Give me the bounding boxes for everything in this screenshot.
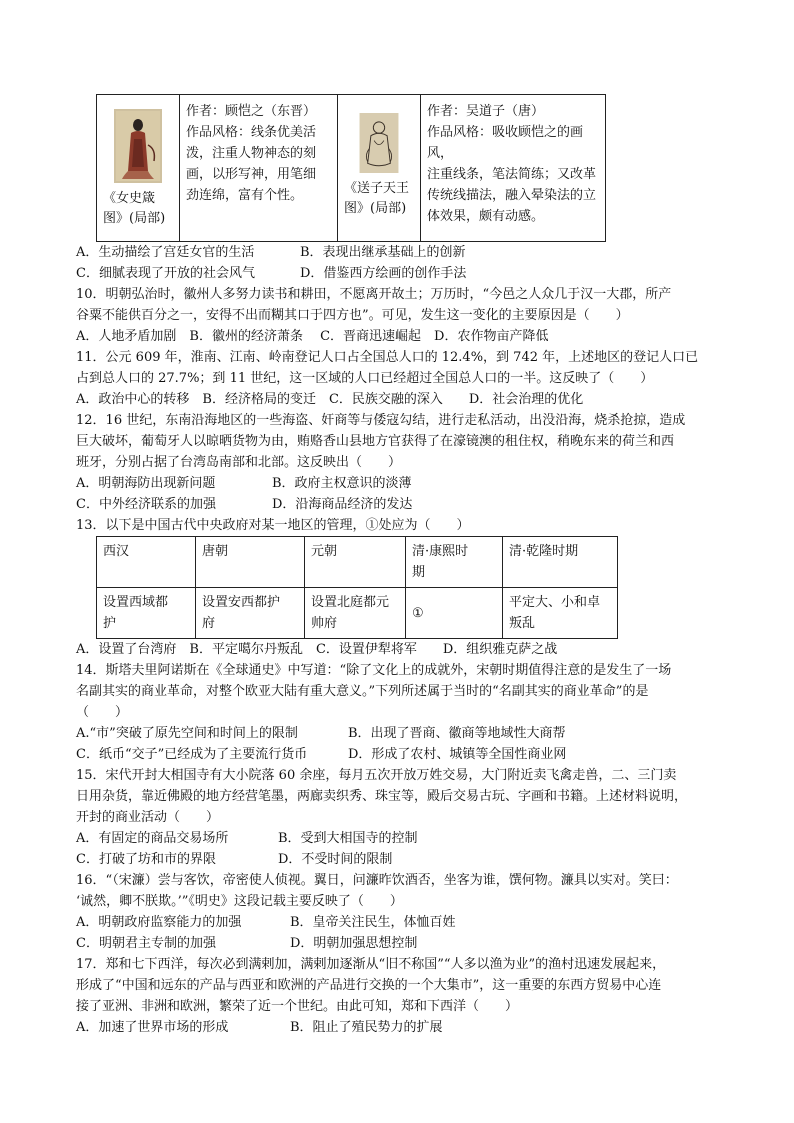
q12-stem-line3: 班牙，分别占据了台湾岛南部和北部。这反映出（ ） — [76, 455, 402, 470]
q9-options-row2 — [76, 263, 721, 284]
q15-options-row2 — [76, 849, 721, 870]
q16-options-row2 — [76, 933, 721, 954]
painting-2-description: 作者：吴道子（唐） 作品风格：吸收顾恺之的画风， 注重线条，笔法简练；又改革 传统线描法，融入晕染法的立 体效果，颇有动感。 — [421, 95, 606, 242]
q12-option-a[interactable]: A．明朝海防出现新问题 — [76, 476, 216, 491]
q12-options-row2 — [76, 494, 721, 515]
q9-block — [96, 94, 721, 242]
q15-stem-line2: 日用杂货，靠近佛殿的地方经营笔墨，两廊卖织秀、珠宝等，殿后交易古玩、字画和书籍。上述材料说明， — [76, 789, 688, 804]
q14-option-d[interactable]: D．形成了农村、城镇等全国性商业网 — [348, 747, 567, 762]
q11-options[interactable]: A．政治中心的转移 B．经济格局的变迁 C．民族交融的深入 D．社会治理的优化 — [76, 392, 584, 407]
q14-options-row2 — [76, 744, 721, 765]
q14-option-b[interactable]: B．出现了晋商、徽商等地域性大商帮 — [348, 726, 566, 741]
q14-options-row1 — [76, 723, 721, 744]
q16-options-row1 — [76, 912, 721, 933]
q12-option-c[interactable]: C．中外经济联系的加强 — [76, 497, 216, 512]
table-cell-blank: ① — [406, 588, 503, 639]
q15-stem-line1: 15．宋代开封大相国寺有大小院落 60 余座，每月五次开放万姓交易，大门附近卖飞禽走兽，二、三门卖 — [76, 768, 677, 783]
q17-options-row1 — [76, 1017, 721, 1038]
table-header-cell: 清·康熙时 期 — [406, 537, 503, 588]
q14-option-a[interactable]: A.“市”突破了原先空间和时间上的限制 — [76, 726, 298, 741]
q17-stem-line1: 17．郑和七下西洋，每次必到满剌加，满剌加逐渐从“旧不称国”“人多以渔为业”的渔村迅速发展起来， — [76, 957, 666, 972]
painting-2-caption: 《送子天王 图》(局部) — [344, 181, 410, 216]
table-cell: 设置北庭都元 帅府 — [305, 588, 406, 639]
q12-options-row1 — [76, 473, 721, 494]
q12-option-b[interactable]: B．政府主权意识的淡薄 — [272, 476, 412, 491]
q16-option-d[interactable]: D．明朝加强思想控制 — [290, 936, 418, 951]
q17-option-b[interactable]: B．阻止了殖民势力的扩展 — [290, 1020, 443, 1035]
table-header-cell: 元朝 — [305, 537, 406, 588]
q11-stem-line2: 占到总人口的 27.7%；到 11 世纪，这一区域的人口已经超过全国总人口的一半。这反映了（ ） — [76, 371, 654, 386]
q10-stem-line1: 10．明朝弘治时，徽州人多努力读书和耕田，不愿离开故土；万历时，“今邑之人众几于汉一大郡，所产 — [76, 287, 672, 302]
q15-option-d[interactable]: D．不受时间的限制 — [278, 852, 393, 867]
q15-stem-line3: 开封的商业活动（ ） — [76, 810, 220, 825]
table-header-cell: 唐朝 — [196, 537, 305, 588]
q17-stem-line3: 接了亚洲、非洲和欧洲，繁荣了近一个世纪。由此可知，郑和下西洋（ ） — [76, 999, 519, 1014]
region-administration-table — [96, 536, 618, 639]
q12-stem-line2: 巨大破坏，葡萄牙人以晾晒货物为由，贿赂香山县地方官获得了在濠镜澳的租住权，稍晚东来的荷兰和西 — [76, 434, 675, 449]
q9-option-b[interactable]: B．表现出继承基础上的创新 — [300, 245, 466, 260]
q15-option-c[interactable]: C．打破了坊和市的界限 — [76, 852, 216, 867]
q11-stem-line1: 11．公元 609 年，淮南、江南、岭南登记人口占全国总人口的 12.4%，到 742 年，上述地区的登记人口已 — [76, 350, 699, 365]
q16-option-b[interactable]: B．皇帝关注民生，体恤百姓 — [290, 915, 456, 930]
q10-stem-line2: 谷粟不能供百分之一，安得不出而糊其口于四方也”。可见，发生这一变化的主要原因是（ ） — [76, 308, 629, 323]
q13-table-wrap — [96, 536, 721, 639]
q16-option-a[interactable]: A．明朝政府监察能力的加强 — [76, 915, 242, 930]
exam-page — [76, 94, 721, 1038]
q16-stem-line1: 16．“（宋濂）尝与客饮，帝密使人侦视。翼日，问濂昨饮酒否，坐客为谁，馔何物。濂具以实对。笑曰： — [76, 873, 678, 888]
painting-songzi-image — [351, 113, 407, 173]
q14-stem-line1: 14．斯塔夫里阿诺斯在《全球通史》中写道：“除了文化上的成就外，宋朝时期值得注意的是发生了一场 — [76, 663, 672, 678]
q14-option-c[interactable]: C．纸币“交子”已经成为了主要流行货币 — [76, 747, 308, 762]
painting-1-description: 作者：顾恺之（东晋） 作品风格：线条优美活 泼，注重人物神态的刻 画，以形写神，用笔细 劲连绵，富有个性。 — [180, 95, 338, 242]
q14-stem-line3: （ ） — [76, 705, 129, 720]
q12-stem-line1: 12．16 世纪，东南沿海地区的一些海盗、奸商等与倭寇勾结，进行走私活动，出没沿海，烧杀抢掠，造成 — [76, 413, 686, 428]
table-header-cell: 西汉 — [97, 537, 196, 588]
q9-option-d[interactable]: D．借鉴西方绘画的创作手法 — [300, 266, 467, 281]
painting-table — [96, 94, 606, 242]
q16-stem-line2: ‘诚然，卿不朕欺。’”《明史》这段记载主要反映了（ ） — [76, 894, 403, 909]
q15-option-b[interactable]: B．受到大相国寺的控制 — [278, 831, 418, 846]
q9-option-c[interactable]: C．细腻表现了开放的社会风气 — [76, 266, 255, 281]
q17-option-a[interactable]: A．加速了世界市场的形成 — [76, 1020, 229, 1035]
painting-nushizhen-image — [114, 109, 162, 183]
q16-option-c[interactable]: C．明朝君主专制的加强 — [76, 936, 216, 951]
q14-stem-line2: 名副其实的商业革命，对整个欧亚大陆有重大意义。”下列所述属于当时的“名副其实的商业革命”的是 — [76, 684, 649, 699]
q9-option-a[interactable]: A．生动描绘了宫廷女官的生活 — [76, 245, 255, 260]
q13-stem: 13．以下是中国古代中央政府对某一地区的管理，①处应为（ ） — [76, 518, 470, 533]
painting-cell-2 — [338, 95, 421, 242]
painting-1-caption: 《女史箴 图》(局部) — [103, 191, 166, 226]
painting-cell-1 — [97, 95, 180, 242]
q9-options-row1 — [76, 242, 721, 263]
table-cell: 设置西域都 护 — [97, 588, 196, 639]
q12-option-d[interactable]: D．沿海商品经济的发达 — [272, 497, 413, 512]
table-header-cell: 清·乾隆时期 — [503, 537, 618, 588]
q10-options[interactable]: A．人地矛盾加剧 B．徽州的经济萧条 C．晋商迅速崛起 D．农作物亩产降低 — [76, 329, 549, 344]
q17-stem-line2: 形成了“中国和远东的产品与西亚和欧洲的产品进行交换的一个大集市”，这一重要的东西方贸易中心连 — [76, 978, 662, 993]
table-cell: 平定大、小和卓 叛乱 — [503, 588, 618, 639]
q15-option-a[interactable]: A．有固定的商品交易场所 — [76, 831, 229, 846]
table-cell: 设置安西都护 府 — [196, 588, 305, 639]
q15-options-row1 — [76, 828, 721, 849]
q13-options[interactable]: A．设置了台湾府 B．平定噶尔丹叛乱 C．设置伊犁将军 D．组织雅克萨之战 — [76, 642, 558, 657]
